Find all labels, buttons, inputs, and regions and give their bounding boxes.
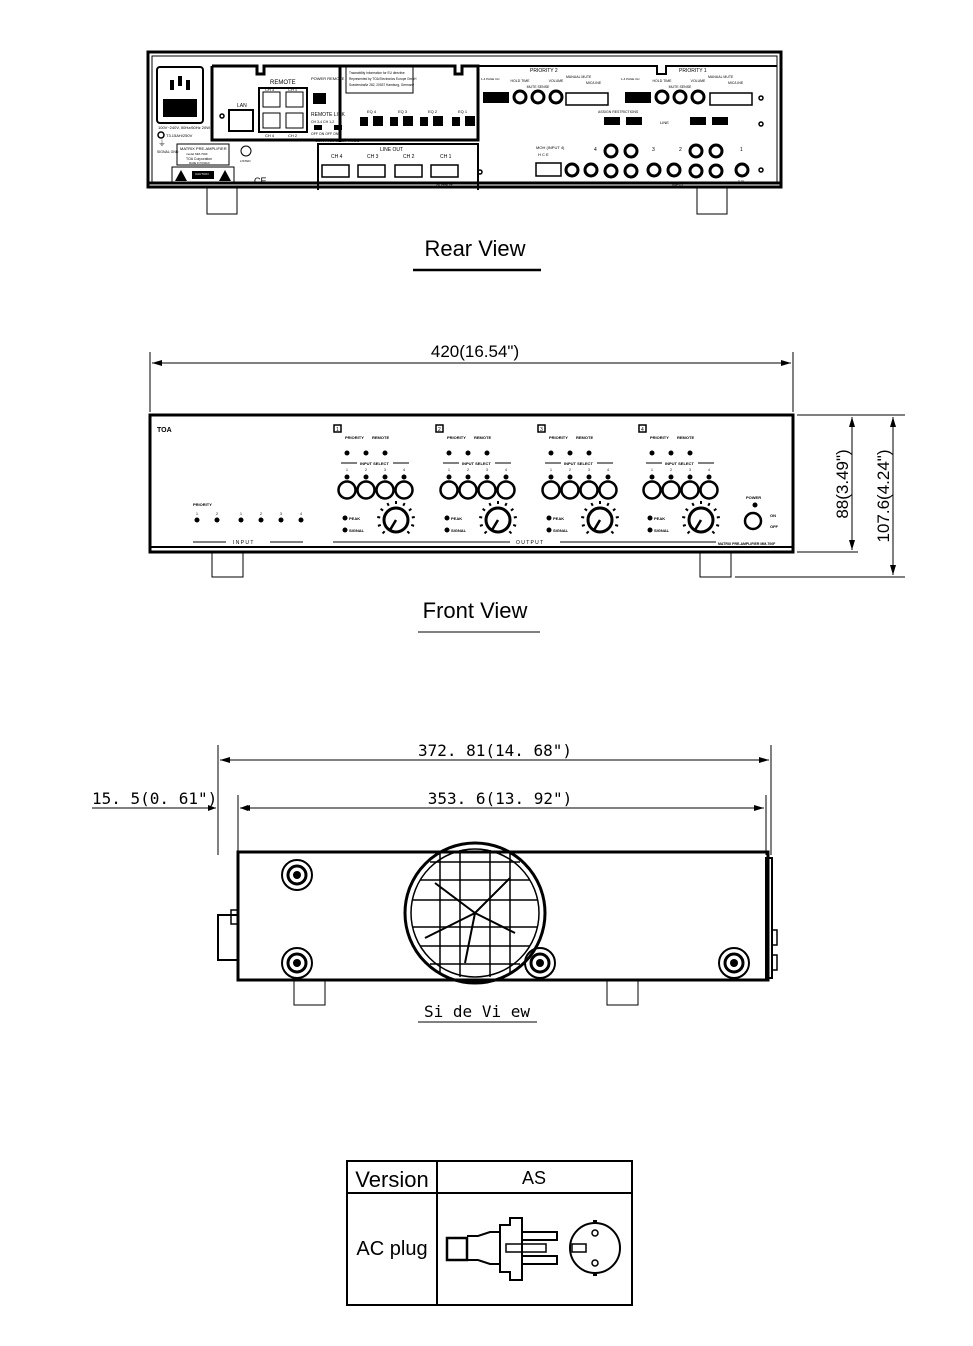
input-select-button[interactable] bbox=[441, 482, 458, 499]
status-led bbox=[364, 451, 369, 456]
volume-label: VOLUME bbox=[690, 79, 706, 83]
status-led bbox=[587, 451, 592, 456]
schuko-socket-icon bbox=[570, 1220, 620, 1276]
model-box-model: model MM-700F bbox=[186, 152, 208, 156]
input-leds bbox=[195, 512, 304, 523]
peak-led bbox=[547, 516, 552, 521]
rear-foot-left bbox=[207, 187, 237, 214]
input-number: 2 bbox=[467, 468, 469, 472]
width-dimension: 420(16.54") bbox=[430, 342, 520, 361]
model-name: MATRIX PRE-AMPLIFIER MM-700F bbox=[718, 542, 776, 546]
input-select-label: INPUT SELECT bbox=[564, 461, 593, 466]
input-number: 2 bbox=[670, 468, 672, 472]
peak-label: PEAK bbox=[451, 516, 463, 521]
input-led bbox=[485, 475, 490, 480]
hold-time-label: HOLD TIME bbox=[652, 79, 672, 83]
eq1-label: EQ 1 bbox=[458, 109, 468, 114]
signal-label: SIGNAL bbox=[451, 528, 467, 533]
led-number: 2 bbox=[260, 512, 262, 516]
eq3-label: EQ 3 bbox=[398, 109, 408, 114]
remote-link-switches-label: CH 3-4 CH 1-2 bbox=[311, 120, 335, 124]
input-4-label: 4 bbox=[594, 147, 597, 153]
knob-tick bbox=[383, 531, 385, 533]
mute-sense-label: MUTE SENSE bbox=[526, 85, 550, 89]
knob-tick bbox=[411, 525, 414, 526]
input-number: 4 bbox=[708, 468, 710, 472]
ul-mark bbox=[241, 146, 251, 156]
knob-tick bbox=[403, 503, 404, 506]
knob-tick bbox=[587, 531, 589, 533]
input-number: 1 bbox=[550, 468, 552, 472]
front-view bbox=[150, 342, 905, 577]
ground-icon: ⏚ bbox=[158, 139, 166, 148]
knob-tick bbox=[714, 509, 716, 511]
ac-plug-icon bbox=[447, 1218, 557, 1280]
warning-icon bbox=[175, 170, 187, 181]
status-led bbox=[447, 451, 452, 456]
remote-label: REMOTE bbox=[270, 80, 296, 86]
line-label: LINE bbox=[660, 120, 669, 125]
knob-tick bbox=[485, 531, 487, 533]
manual-mute-label: MANUAL MUTE bbox=[566, 75, 592, 79]
line-out-connector bbox=[395, 165, 422, 177]
led-number: 4 bbox=[300, 512, 302, 516]
mic-line-terminal bbox=[710, 93, 752, 105]
knob-tick bbox=[582, 525, 585, 526]
knob-tick bbox=[591, 503, 592, 506]
control-settings-label: CONTROL & SETTINGS bbox=[315, 138, 360, 143]
power-button[interactable] bbox=[745, 513, 761, 529]
input-number: 2 bbox=[365, 468, 367, 472]
peak-label: PEAK bbox=[349, 516, 361, 521]
input-number: 1 bbox=[346, 468, 348, 472]
status-led bbox=[383, 451, 388, 456]
status-led bbox=[650, 451, 655, 456]
channel-strip bbox=[538, 425, 619, 533]
signal-led bbox=[343, 528, 348, 533]
signal-label: SIGNAL bbox=[553, 528, 569, 533]
input-1-label: 1 bbox=[740, 147, 743, 153]
moh-label: MOH (INPUT 4) bbox=[536, 145, 565, 150]
priority1-label: PRIORITY 1 bbox=[679, 68, 707, 74]
peak-led bbox=[648, 516, 653, 521]
knob-tick bbox=[409, 509, 411, 511]
status-led bbox=[688, 451, 693, 456]
line-out-connector bbox=[431, 165, 458, 177]
remote-label: REMOTE bbox=[576, 435, 594, 440]
input-led bbox=[606, 475, 611, 480]
status-led bbox=[568, 451, 573, 456]
lan-port bbox=[229, 110, 253, 131]
output-section-label: O U T P U T bbox=[516, 540, 544, 546]
status-led bbox=[549, 451, 554, 456]
remote-label: REMOTE bbox=[677, 435, 695, 440]
eq4-label: EQ 4 bbox=[367, 109, 377, 114]
input-select-button[interactable] bbox=[498, 482, 515, 499]
channel-number: 1 bbox=[336, 427, 339, 433]
knob-tick bbox=[513, 525, 516, 526]
knob-tick bbox=[683, 525, 686, 526]
rear-view-caption: Rear View bbox=[424, 236, 526, 261]
knob-tick bbox=[480, 525, 483, 526]
led-number: 3 bbox=[280, 512, 282, 516]
assign-restrictions-label: ASSIGN RESTRICTIONS bbox=[598, 110, 639, 114]
dip-switch bbox=[625, 92, 651, 103]
off-on-label: OFF ON OFF ON bbox=[311, 132, 339, 136]
version-table bbox=[347, 1161, 632, 1305]
knob-tick bbox=[688, 531, 690, 533]
line-out-connector bbox=[358, 165, 385, 177]
input-select-button[interactable] bbox=[543, 482, 560, 499]
input-number: 3 bbox=[588, 468, 590, 472]
input-select-button[interactable] bbox=[339, 482, 356, 499]
knob-tick bbox=[613, 509, 615, 511]
ac-plug-label: AC plug bbox=[356, 1238, 428, 1260]
input-number: 4 bbox=[607, 468, 609, 472]
address-text: Suederstraße 282, 20537 Hamburg, Germany bbox=[349, 83, 415, 87]
input-select-button[interactable] bbox=[460, 482, 477, 499]
input-select-label: INPUT SELECT bbox=[665, 461, 694, 466]
remote-link-label: REMOTE LINK bbox=[311, 112, 345, 118]
input-number: 4 bbox=[403, 468, 405, 472]
mic-line-label: MIC/LINE bbox=[586, 81, 602, 85]
rear-view bbox=[148, 52, 781, 214]
knob-tick bbox=[686, 509, 688, 511]
input-select-button[interactable] bbox=[663, 482, 680, 499]
rack-bolts bbox=[282, 860, 749, 978]
knob-tick bbox=[407, 531, 409, 533]
fan-grille bbox=[405, 843, 545, 983]
status-led bbox=[485, 451, 490, 456]
knob-tick bbox=[489, 503, 490, 506]
status-led bbox=[669, 451, 674, 456]
input-label: INPUT bbox=[672, 182, 684, 187]
model-box-maker: TOA Corporation bbox=[186, 157, 213, 161]
peak-led bbox=[445, 516, 450, 521]
led-number: 1 bbox=[240, 512, 242, 516]
remote-ch2-label: CH 2 bbox=[288, 133, 298, 138]
signal-label: SIGNAL bbox=[654, 528, 670, 533]
input-led bbox=[650, 475, 655, 480]
page-ch-label: 1-4 PAGE CH bbox=[621, 77, 640, 81]
priority-label: PRIORITY bbox=[193, 502, 212, 507]
total-depth-dimension: 372. 81(14. 68") bbox=[417, 741, 573, 760]
input-led bbox=[402, 475, 407, 480]
input-led bbox=[688, 475, 693, 480]
input-led bbox=[345, 475, 350, 480]
input-number: 2 bbox=[569, 468, 571, 472]
remote-ch4-label: CH 4 bbox=[265, 133, 275, 138]
peak-label: PEAK bbox=[654, 516, 666, 521]
lan-label: LAN bbox=[237, 103, 247, 109]
moh-terminal bbox=[536, 163, 561, 176]
version-header: Version bbox=[355, 1167, 429, 1192]
line-out-ch2: CH 2 bbox=[403, 154, 415, 160]
line-out-label: LINE OUT bbox=[380, 147, 404, 153]
fuse-holder bbox=[158, 132, 164, 138]
input-number: 1 bbox=[651, 468, 653, 472]
knob-tick bbox=[509, 531, 511, 533]
status-led bbox=[466, 451, 471, 456]
input-led bbox=[364, 475, 369, 480]
input-number: 1 bbox=[448, 468, 450, 472]
knob-tick bbox=[511, 509, 513, 511]
knob-tick bbox=[611, 531, 613, 533]
dip-switch bbox=[483, 92, 509, 103]
input-select-button[interactable] bbox=[377, 482, 394, 499]
peak-label: PEAK bbox=[553, 516, 565, 521]
input-led bbox=[669, 475, 674, 480]
mic-line-label: MIC/LINE bbox=[728, 81, 744, 85]
line-out-ch4: CH 4 bbox=[331, 154, 343, 160]
remote-ports bbox=[259, 88, 307, 132]
input-led bbox=[383, 475, 388, 480]
input-number: 4 bbox=[505, 468, 507, 472]
input-led bbox=[466, 475, 471, 480]
input-number: 3 bbox=[486, 468, 488, 472]
signal-led bbox=[648, 528, 653, 533]
fuse-label: T3.15AH/250V bbox=[166, 133, 193, 138]
power-remote-label: POWER REMOTE bbox=[311, 76, 345, 81]
front-view-caption: Front View bbox=[422, 598, 528, 623]
ce-mark: CE bbox=[254, 176, 267, 186]
height-dimension: 88(3.49") bbox=[833, 449, 852, 519]
input-select-button[interactable] bbox=[701, 482, 718, 499]
input-select-label: INPUT SELECT bbox=[462, 461, 491, 466]
knob-tick bbox=[716, 525, 719, 526]
knob-tick bbox=[381, 509, 383, 511]
channel-strip bbox=[436, 425, 517, 533]
priority-label: PRIORITY bbox=[447, 435, 466, 440]
knob-tick bbox=[483, 509, 485, 511]
knob-tick bbox=[387, 503, 388, 506]
scale-label: 0 10 bbox=[738, 179, 744, 183]
power-off-label: OFF bbox=[770, 524, 778, 529]
knob-tick bbox=[615, 525, 618, 526]
channel-number: 4 bbox=[641, 427, 644, 433]
offset-dimension: 15. 5(0. 61") bbox=[92, 789, 218, 808]
input-section-label: I N P U T bbox=[233, 540, 254, 546]
peak-led bbox=[343, 516, 348, 521]
listed-text: LISTED bbox=[240, 159, 251, 163]
side-foot-rear bbox=[607, 980, 638, 1005]
input-led bbox=[549, 475, 554, 480]
remote-label: REMOTE bbox=[372, 435, 390, 440]
depth-dimension: 353. 6(13. 92") bbox=[427, 789, 573, 808]
input-led bbox=[707, 475, 712, 480]
remote-label: REMOTE bbox=[474, 435, 492, 440]
knob-tick bbox=[585, 509, 587, 511]
input-select-button[interactable] bbox=[581, 482, 598, 499]
front-foot-right bbox=[700, 552, 731, 577]
signal-led bbox=[445, 528, 450, 533]
rear-foot-right bbox=[697, 187, 727, 214]
hold-time-label: HOLD TIME bbox=[510, 79, 530, 83]
side-chassis bbox=[238, 852, 768, 980]
eq2-label: EQ 2 bbox=[428, 109, 438, 114]
input-number: 3 bbox=[689, 468, 691, 472]
led-number: 2 bbox=[216, 512, 218, 516]
signal-led bbox=[547, 528, 552, 533]
version-value: AS bbox=[521, 1168, 547, 1188]
signal-label: SIGNAL bbox=[349, 528, 365, 533]
side-foot-front bbox=[294, 980, 325, 1005]
channel-strip bbox=[639, 425, 720, 533]
represented-text: Represented by TOA Electronics Europe GmbH bbox=[349, 77, 417, 81]
input-select-button[interactable] bbox=[600, 482, 617, 499]
eq-controls bbox=[360, 109, 475, 126]
total-height-dimension: 107.6(4.24") bbox=[874, 449, 893, 543]
input-select-button[interactable] bbox=[358, 482, 375, 499]
input-led bbox=[568, 475, 573, 480]
line-out-ch3: CH 3 bbox=[367, 154, 379, 160]
input-select-button[interactable] bbox=[396, 482, 413, 499]
status-led bbox=[345, 451, 350, 456]
caution-text: CAUTION bbox=[195, 172, 209, 176]
input-select-button[interactable] bbox=[562, 482, 579, 499]
knob-tick bbox=[505, 503, 506, 506]
front-foot-left bbox=[212, 552, 243, 577]
power-on-label: ON bbox=[770, 513, 776, 518]
volume-label: VOLUME bbox=[548, 79, 564, 83]
model-box-made-in: MADE IN TAIWAN bbox=[189, 162, 210, 165]
power-led bbox=[753, 503, 758, 508]
power-remote-terminal bbox=[313, 93, 326, 104]
signal-gnd-label: SIGNAL GND bbox=[157, 150, 179, 154]
input-select-button[interactable] bbox=[479, 482, 496, 499]
input-3-label: 3 bbox=[652, 147, 655, 153]
input-select-button[interactable] bbox=[644, 482, 661, 499]
output-label: OUTPUT bbox=[436, 183, 453, 188]
warning-icon bbox=[219, 170, 231, 181]
moh-hce-label: H C E bbox=[538, 152, 549, 157]
channel-number: 2 bbox=[438, 427, 441, 433]
side-view bbox=[92, 741, 777, 1005]
priority-knobs bbox=[514, 91, 704, 103]
priority-label: PRIORITY bbox=[650, 435, 669, 440]
channel-strip bbox=[334, 425, 415, 533]
priority-label: PRIORITY bbox=[345, 435, 364, 440]
priority2-label: PRIORITY 2 bbox=[530, 68, 558, 74]
power-label: POWER bbox=[746, 495, 762, 500]
input-2-label: 2 bbox=[679, 147, 682, 153]
knob-tick bbox=[378, 525, 381, 526]
input-select-label: INPUT SELECT bbox=[360, 461, 389, 466]
knob-tick bbox=[692, 503, 693, 506]
line-out-ch1: CH 1 bbox=[440, 154, 452, 160]
power-rating-label: 100V~240V, 50Hz/60Hz 20W bbox=[158, 125, 210, 130]
traceability-text: Traceability Information for EU directive bbox=[349, 71, 405, 75]
input-number: 3 bbox=[384, 468, 386, 472]
side-view-caption: Si de Vi ew bbox=[424, 1002, 530, 1021]
toa-logo: TOA bbox=[157, 427, 172, 434]
knob-tick bbox=[712, 531, 714, 533]
input-led bbox=[587, 475, 592, 480]
mute-sense-label: MUTE SENSE bbox=[668, 85, 692, 89]
knob-tick bbox=[708, 503, 709, 506]
model-box-title: MATRIX PRE-AMPLIFIER bbox=[180, 146, 227, 151]
remote-ch1-label: CH 1 bbox=[288, 87, 298, 92]
input-select-button[interactable] bbox=[682, 482, 699, 499]
page-ch-label: 1-4 PAGE CH bbox=[481, 77, 500, 81]
channel-number: 3 bbox=[540, 427, 543, 433]
led-number: 1 bbox=[196, 512, 198, 516]
input-led bbox=[504, 475, 509, 480]
line-out-connector bbox=[322, 165, 349, 177]
priority-label: PRIORITY bbox=[549, 435, 568, 440]
input-led bbox=[447, 475, 452, 480]
remote-ch3-label: CH 3 bbox=[265, 87, 275, 92]
manual-mute-label: MANUAL MUTE bbox=[708, 75, 734, 79]
knob-tick bbox=[607, 503, 608, 506]
mic-line-terminal bbox=[566, 93, 608, 105]
